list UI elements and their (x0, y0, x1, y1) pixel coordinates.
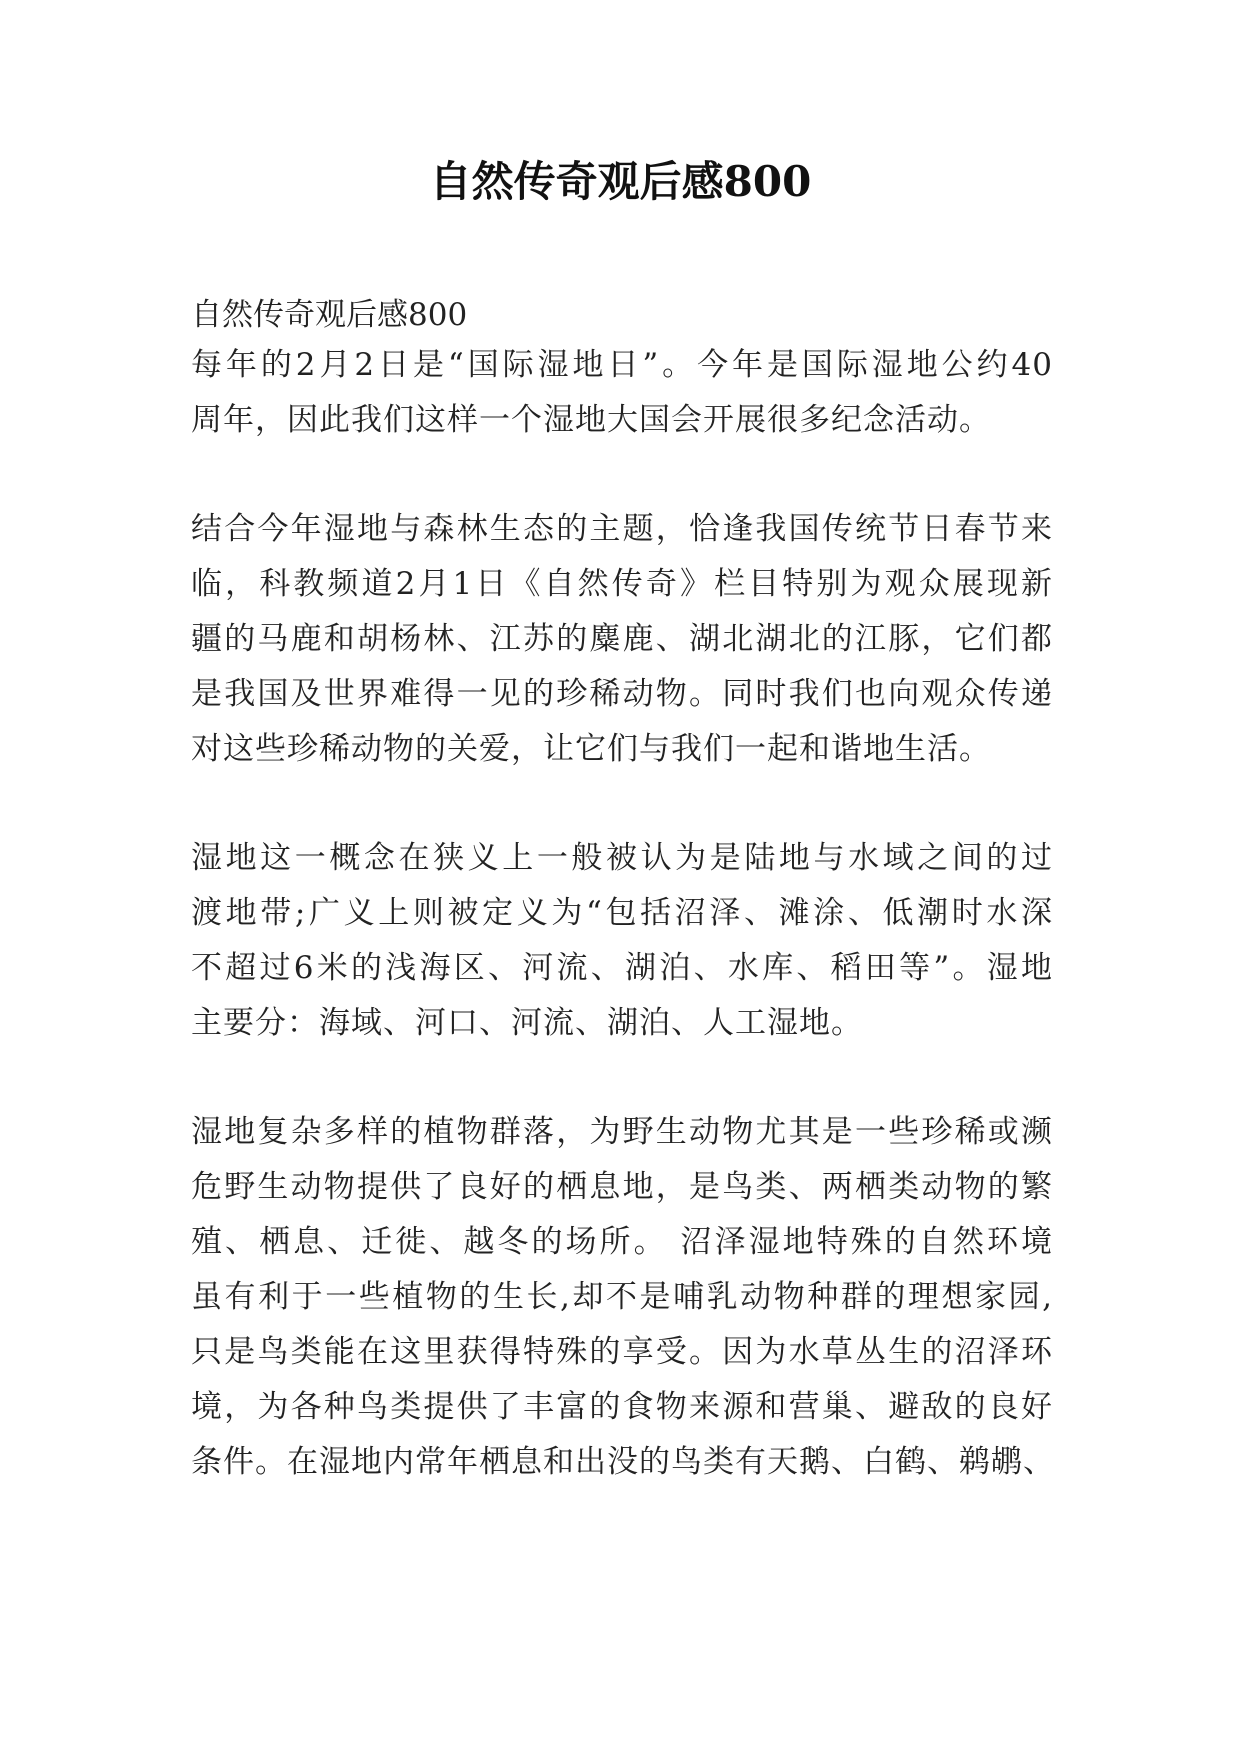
paragraph-gap (191, 777, 1053, 831)
paragraph-line: 主要分：海域、河口、河流、湖泊、人工湿地。 (191, 1005, 863, 1041)
paragraph-gap (191, 448, 1053, 502)
paragraph-line: 只是鸟类能在这里获得特殊的享受。因为水草丛生的沼泽环 (191, 1334, 1053, 1370)
paragraph-line: 是我国及世界难得一见的珍稀动物。同时我们也向观众传递 (191, 676, 1053, 712)
paragraph-line: 疆的马鹿和胡杨林、江苏的麋鹿、湖北湖北的江豚，它们都 (191, 621, 1053, 657)
paragraph-line: 湿地复杂多样的植物群落，为野生动物尤其是一些珍稀或濒 (191, 1114, 1053, 1150)
paragraph-gap (191, 1051, 1053, 1105)
paragraph-line: 不超过6米的浅海区、河流、湖泊、水库、稻田等”。湿地 (191, 950, 1053, 986)
paragraph-line: 条件。在湿地内常年栖息和出没的鸟类有天鹅、白鹤、鹈鹕、 (191, 1444, 1055, 1480)
paragraph-line: 结合今年湿地与森林生态的主题，恰逢我国传统节日春节来 (191, 511, 1053, 547)
paragraph-line: 虽有利于一些植物的生长,却不是哺乳动物种群的理想家园, (191, 1279, 1053, 1315)
paragraph-4 (191, 1105, 1053, 1490)
paragraph-line: 每年的2月2日是“国际湿地日”。今年是国际湿地公约40 (191, 347, 1053, 383)
document-subtitle: 自然传奇观后感800 (191, 297, 468, 333)
paragraph-2 (191, 502, 1053, 777)
paragraph-line: 周年，因此我们这样一个湿地大国会开展很多纪念活动。 (191, 402, 991, 438)
paragraph-line: 渡地带;广义上则被定义为“包括沼泽、滩涂、低潮时水深 (191, 895, 1053, 931)
paragraph-line: 临，科教频道2月1日《自然传奇》栏目特别为观众展现新 (191, 566, 1053, 602)
paragraph-line: 境，为各种鸟类提供了丰富的食物来源和营巢、避敌的良好 (191, 1389, 1053, 1425)
paragraph-line: 殖、栖息、迁徙、越冬的场所。 沼泽湿地特殊的自然环境 (191, 1224, 1053, 1260)
paragraph-3 (191, 831, 1053, 1051)
paragraph-line: 对这些珍稀动物的关爱，让它们与我们一起和谐地生活。 (191, 731, 991, 767)
paragraph-line: 危野生动物提供了良好的栖息地，是鸟类、两栖类动物的繁 (191, 1169, 1053, 1205)
document-title: 自然传奇观后感800 (429, 157, 812, 206)
document-body (191, 292, 1053, 1490)
paragraph-line: 湿地这一概念在狭义上一般被认为是陆地与水域之间的过 (191, 840, 1053, 876)
paragraph-1 (191, 338, 1053, 448)
